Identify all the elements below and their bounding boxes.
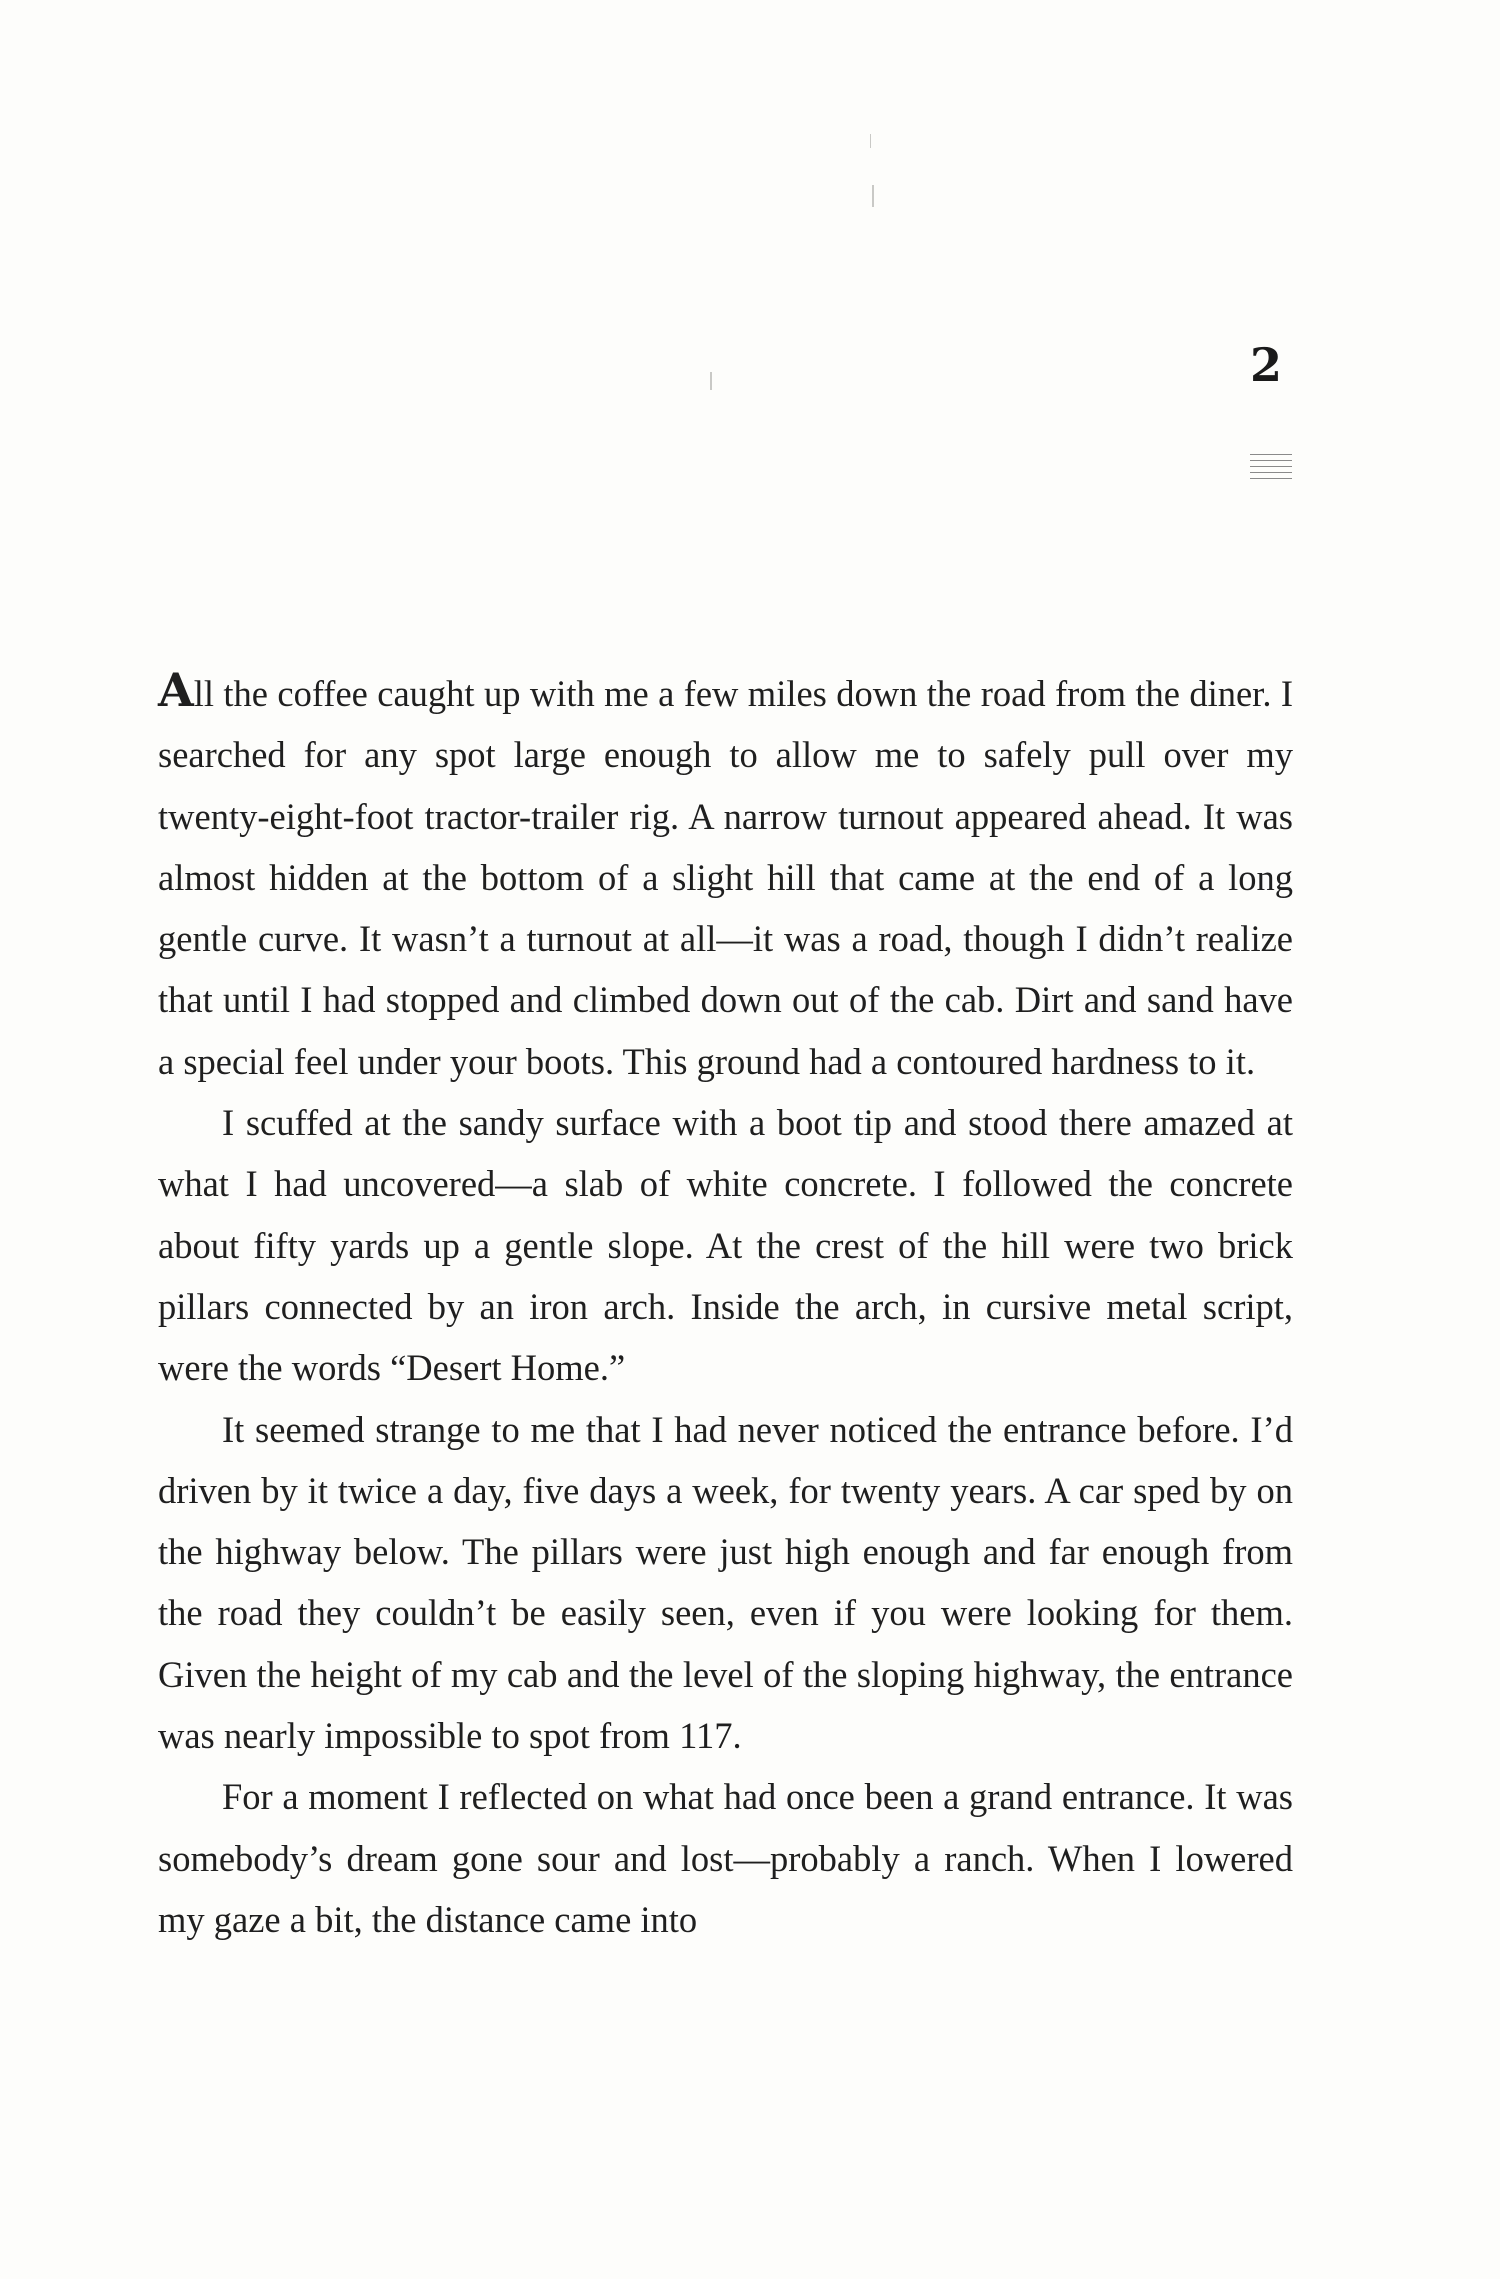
paragraph: It seemed strange to me that I had never noticed the entrance before. I’d driven by it twice a day, five days a week, for twenty years. A car sped by on the highway below. The pillars were just high enough and far enough from the road they couldn’t be easily seen, even if you were looking for them. Given the height of my cab and the level of the sloping highway, the entrance was nearly impossible to spot from 117. [158,1408,1293,1757]
paragraph: I scuffed at the sandy surface with a boot tip and stood there amazed at what I had uncovered—a slab of white concrete. I followed the concrete about fifty yards up a gentle slope. At the crest of the hill were two brick pillars connected by an iron arch. Inside the arch, in cursive metal script, were the words “Desert Home.” [158,1102,1293,1389]
chapter-ornament [1250,454,1292,484]
paragraph [158,660,1293,1092]
paragraph: For a moment I reflected on what had once been a grand entrance. It was somebody’s dream gone sour and lost—probably a ranch. When I lowered my gaze a bit, the distance came into [158,1776,1293,1940]
chapter-number: 2 [1249,338,1282,392]
page-scan-mark [870,134,871,148]
chapter-body [158,660,1293,1950]
paragraph-text: ll the coffee caught up with me a few miles down the road from the diner. I searched for any spot large enough to allow me to safely pull over my twenty-eight-foot tractor-trailer rig. A narrow turnout appeared ahead. It was almost hidden at the bottom of a slight hill that came at the end of a long gentle curve. It wasn’t a turnout at all—it was a road, though I didn’t realize that until I had stopped and climbed down out of the cab. Dirt and sand have a special feel under your boots. This ground had a contoured hardness to it. [158,673,1293,1082]
page-scan-mark [710,372,712,390]
drop-initial: A [158,663,194,717]
page-scan-mark [872,185,874,207]
